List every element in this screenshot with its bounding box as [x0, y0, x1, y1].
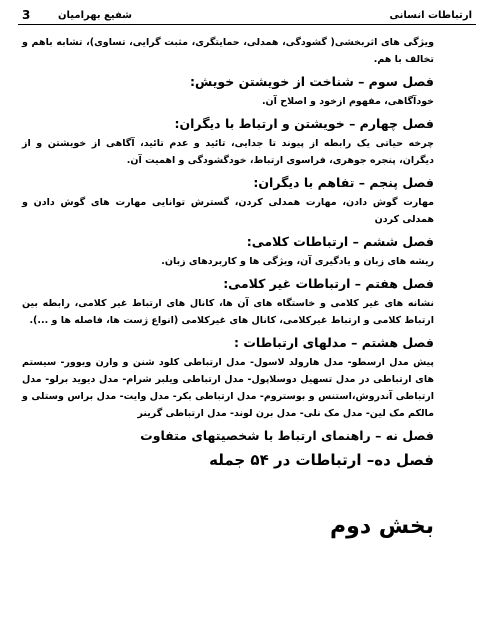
- page-header: [22, 8, 472, 24]
- chapter-9-heading: فصل نه – راهنمای ارتباط با شخصیتهای متفاوت: [140, 428, 434, 443]
- chapter-7-heading: فصل هفتم – ارتباطات غیر کلامی:: [223, 276, 434, 291]
- page-content: [22, 34, 434, 475]
- author-name: شفیع بهرامیان: [58, 10, 132, 21]
- chapter-10-heading: فصل ده– ارتباطات در ۵۴ جمله: [209, 451, 434, 469]
- chapter-4-body: چرخه حیاتی یک رابطه از پیوند تا جدایی، تائید و عدم تائید، آگاهی از خویشتن و از دیگران، پنجره جوهری، فراسوی ارتباط، خودگشودگی و اهمیت آن.: [22, 138, 434, 166]
- chapter-7-body: نشانه های غیر کلامی و خاستگاه های آن ها، کانال های ارتباط غیر کلامی، رابطه بین ارتباط کلامی و ارتباط غیرکلامی، کانال های غیرکلامی (انواع ژست ها، فاصله ها و ...).: [22, 298, 434, 326]
- chapter-3-body: خودآگاهی، مفهوم ازخود و اصلاح آن.: [261, 96, 434, 107]
- header-divider: [18, 24, 476, 25]
- page-number: 3: [22, 8, 31, 22]
- chapter-6-heading: فصل ششم – ارتباطات کلامی:: [246, 234, 434, 249]
- chapter-3-heading: فصل سوم – شناخت از خویشتن خویش:: [190, 74, 434, 89]
- chapter-6-body: ریشه های زبان و یادگیری آن، ویژگی ها و کاربردهای زبان.: [161, 256, 434, 267]
- chapter-5-heading: فصل پنجم – تفاهم با دیگران:: [253, 175, 434, 190]
- chapter-8-heading: فصل هشتم – مدلهای ارتباطات :: [233, 335, 434, 350]
- chapter-8-body: پیش مدل ارسطو- مدل هارولد لاسول- مدل ارتباطی کلود شنن و وارن ویوور- سیستم های ارتباطی در مدل تسهیل دوسلاپول- مدل ارتباطی ویلبر شرام- مدل دیوید برلو- مدل ارتباطی آندروش،استنس و بوستروم- مدل ارتباطی بکر- مدل وایت- مدل براس وستلی و مالکم مک لین- مدل مک نلی- مدل برن لوند- مدل ارتباطی گرینر: [22, 357, 434, 419]
- book-title: ارتباطات انسانی: [389, 10, 472, 21]
- part-two-title: بخش دوم: [330, 514, 434, 539]
- chapter-4-heading: فصل چهارم – خویشتن و ارتباط با دیگران:: [174, 116, 434, 131]
- intro-paragraph: ویژگی های اثربخشی( گشودگی، همدلی، حمایتگری، مثبت گرایی، تساوی)، تشابه باهم و تخالف با هم.: [22, 37, 434, 65]
- chapter-5-body: مهارت گوش دادن، مهارت همدلی کردن، گسترش توانایی مهارت های گوش دادن و همدلی کردن: [22, 197, 434, 225]
